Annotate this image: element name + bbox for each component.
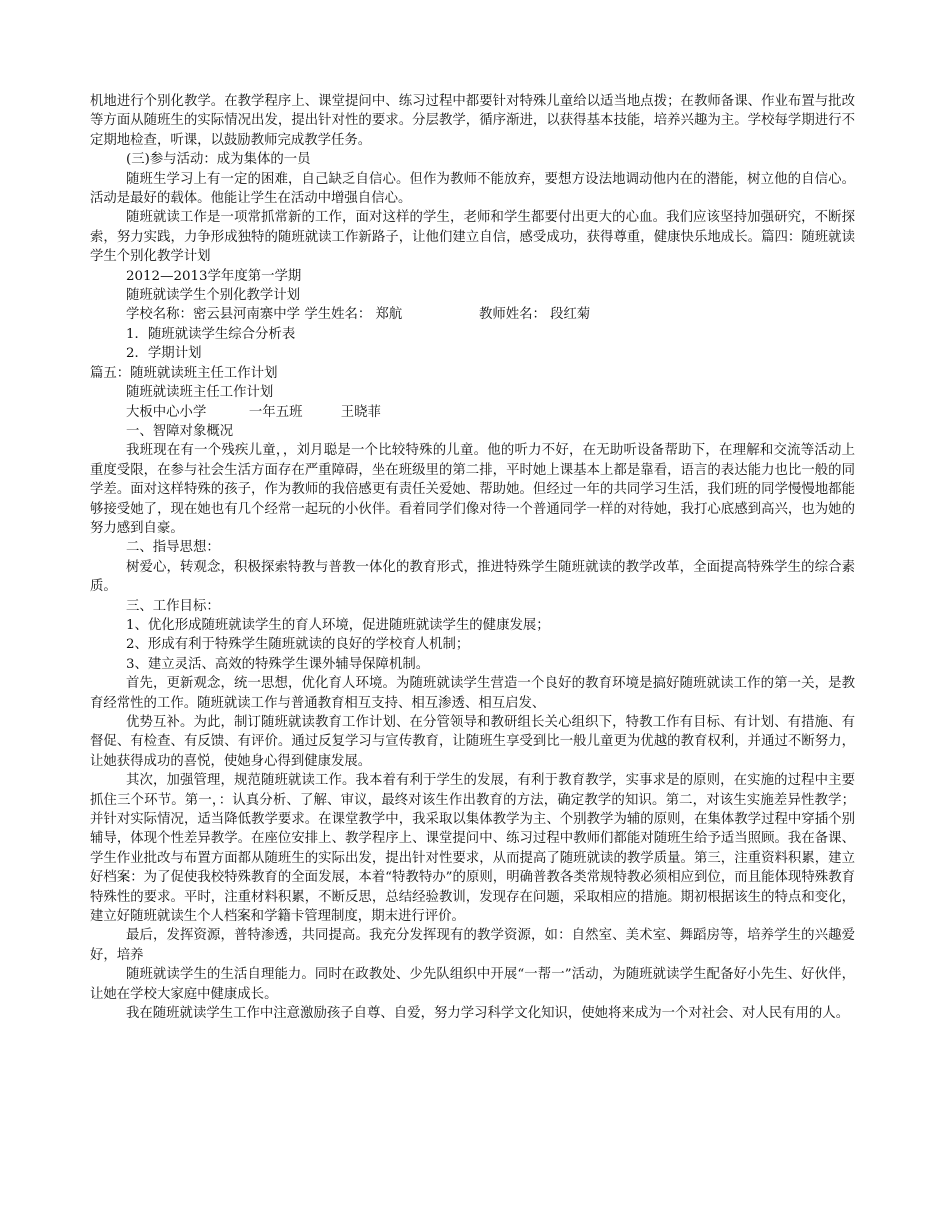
paragraph: 随班生学习上有一定的困难，自己缺乏自信心。但作为教师不能放弃，要想方设法地调动他内在的潜能，树立他的自信心。活动是最好的载体。他能让学生在活动中增强自信心。 (90, 171, 855, 207)
list-item: 1、优化形成随班就读学生的育人环境，促进随班就读学生的健康发展； (126, 617, 550, 633)
term-line: 2012—2013学年度第一学期 (126, 268, 302, 284)
list-item: 2．学期计划 (126, 346, 202, 362)
list-item: 3、建立灵活、高效的特殊学生课外辅导保障机制。 (126, 656, 430, 672)
list-item: 2、形成有利于特殊学生随班就读的良好的学校育人机制； (126, 637, 470, 653)
paragraph: 机地进行个别化教学。在教学程序上、课堂提问中、练习过程中都要针对特殊儿童给以适当地点拨；在教师备课、作业布置与批改等方面从随班生的实际情况出发，提出针对性的要求。分层教学，循序渐进，以获得基本技能，培养兴趣为主。学校每学期进行不定期地检查，听课，以鼓励教师完成教学任务。 (90, 94, 855, 148)
document-body (90, 92, 855, 1024)
paragraph: 最后，发挥资源，普特渗透，共同提高。我充分发挥现有的教学资源，如：自然室、美术室、舞蹈房等，培养学生的兴趣爱好，培养 (90, 928, 855, 963)
paragraph: 其次，加强管理，规范随班就读工作。我本着有利于学生的发展，有利于教育教学，实事求是的原则，在实施的过程中主要抓住三个环节。第一，：认真分析、了解、审议，最终对该生作出教育的方法，确定教学的知识。第二，对该生实施差异性教学；并针对实际情况，适当降低教学要求。在课堂教学中，我采取以集体教学为主、个别教学为辅的原则，在集体教学过程中穿插个别辅导，体现个性差异教学。在座位安排上、教学程序上、课堂提问中、练习过程中教师们都能对随班生给予适当照顾。我在备课、学生作业批改与布置方面都从随班生的实际出发，提出针对性要求，从而提高了随班就读的教学质量。第三，注重资料积累，建立好档案：为了促使我校特殊教育的全面发展，本着“特教特办”的原则，明确普教各类常规特教必须相应到位，而且能体现特殊教育特殊性的要求。平时，注重材料积累，不断反思，总结经验教训，发现存在问题，采取相应的措施。期初根据该生的特点和变化，建立好随班就读生个人档案和学籍卡管理制度，期末进行评价。 (90, 773, 855, 925)
paragraph: 随班就读学生的生活自理能力。同时在政教处、少先队组织中开展“一帮一”活动，为随班就读学生配备好小先生、好伙伴，让她在学校大家庭中健康成长。 (90, 967, 855, 1002)
section-heading: 二、指导思想： (126, 540, 220, 556)
paragraph: 树爱心，转观念，积极探索特教与普教一体化的教育形式，推进特殊学生随班就读的教学改革，全面提高特殊学生的综合素质。 (90, 559, 855, 595)
paragraph: 我在随班就读学生工作中注意激励孩子自尊、自爱，努力学习科学文化知识，使她将来成为一个对社会、对人民有用的人。 (126, 1006, 850, 1022)
section-heading: (三)参与活动：成为集体的一员 (126, 152, 311, 168)
section-heading: 一、智障对象概况 (126, 423, 234, 439)
plan-title: 随班就读学生个别化教学计划 (126, 288, 301, 304)
paragraph: 我班现在有一个残疾儿童，，刘月聪是一个比较特殊的儿童。他的听力不好，在无助听设备帮助下，在理解和交流等活动上重度受限，在参与社会生活方面存在严重障碍，坐在班级里的第二排，平时她上课基本上都是靠看，语言的表达能力也比一般的同学差。面对这样特殊的孩子，作为教师的我倍感更有责任关爱她、帮助她。但经过一年的共同学习生活，我们班的同学慢慢地都能够接受她了，现在她也有几个经常一起玩的小伙伴。看着同学们像对待一个普通同学一样的对待她，我打心底感到高兴，也为她的努力感到自豪。 (90, 443, 855, 536)
section-heading: 三、工作目标： (126, 598, 220, 614)
list-item: 1．随班就读学生综合分析表 (126, 326, 296, 342)
paragraph: 随班就读工作是一项常抓常新的工作，面对这样的学生，老师和学生都要付出更大的心血。我们应该坚持加强研究，不断探索，努力实践，力争形成独特的随班就读工作新路子，让他们建立自信，感受成功，获得尊重，健康快乐地成长。篇四：随班就读学生个别化教学计划 (90, 210, 855, 265)
paragraph: 优势互补。为此，制订随班就读教育工作计划、在分管领导和教研组长关心组织下，特教工作有目标、有计划、有措施、有督促、有检查、有反馈、有评价。通过反复学习与宣传教育，让随班生享受到比一般儿童更为优越的教育权利，并通过不断努力，让她获得成功的喜悦，使她身心得到健康发展。 (90, 715, 855, 769)
plan-title: 随班就读班主任工作计划 (126, 385, 274, 401)
paragraph: 首先，更新观念，统一思想，优化育人环境。为随班就读学生营造一个良好的教育环境是搞好随班就读工作的第一关，是教育经常性的工作。随班就读工作与普通教育相互支持、相互渗透、相互启发、 (90, 676, 855, 711)
class-info-line: 大板中心小学 一年五班 王晓菲 (126, 404, 381, 420)
chapter-heading: 篇五：随班就读班主任工作计划 (90, 365, 278, 381)
school-info-line: 学校名称：密云县河南寨中学 学生姓名： 郑航 教师姓名： 段红菊 (126, 307, 591, 323)
